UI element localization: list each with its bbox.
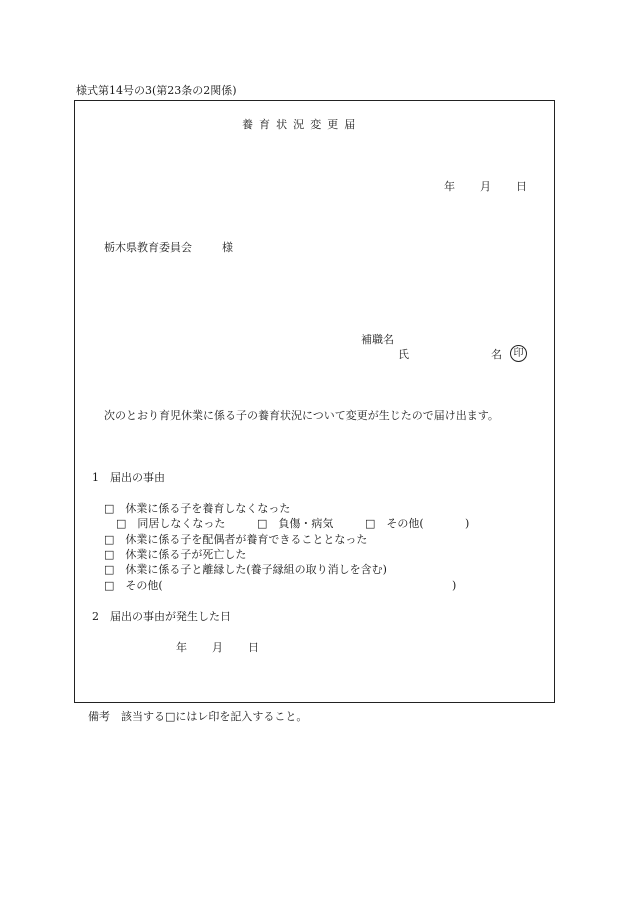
date-month-label: 月 xyxy=(480,180,491,193)
footnote: 備考 該当する□にはレ印を記入すること。 xyxy=(88,710,308,723)
reason-spouse-can-raise[interactable]: □ 休業に係る子を配偶者が養育できることとなった xyxy=(104,533,368,546)
reason-divorced[interactable]: □ 休業に係る子と離縁した(養子縁組の取り消しを含む) xyxy=(104,563,387,576)
reason-injury-illness[interactable]: □ 負傷・病気 xyxy=(257,517,334,530)
intro-text: 次のとおり育児休業に係る子の養育状況について変更が生じたので届け出ます。 xyxy=(104,409,499,422)
reason-other-sub[interactable]: □ その他( xyxy=(365,517,424,530)
section1-heading: 1 届出の事由 xyxy=(92,471,165,484)
occurrence-day-label: 日 xyxy=(248,641,259,654)
addressee-honorific: 様 xyxy=(222,241,233,254)
section2-heading: 2 届出の事由が発生した日 xyxy=(92,610,231,623)
date-year-label: 年 xyxy=(444,180,455,193)
reason-child-died[interactable]: □ 休業に係る子が死亡した xyxy=(104,548,247,561)
date-day-label: 日 xyxy=(516,180,527,193)
form-number: 様式第14号の3(第23条の2関係) xyxy=(76,84,237,97)
reason-other-sub-close: ) xyxy=(465,517,470,530)
reason-not-raising[interactable]: □ 休業に係る子を養育しなくなった xyxy=(104,502,291,515)
form-title: 養育状況変更届 xyxy=(242,118,362,131)
reason-other[interactable]: □ その他( xyxy=(104,579,163,592)
position-label: 補職名 xyxy=(361,333,394,346)
occurrence-year-label: 年 xyxy=(176,641,187,654)
addressee-name: 栃木県教育委員会 xyxy=(104,241,192,254)
name-label-given: 名 xyxy=(491,348,502,361)
name-label-family: 氏 xyxy=(398,348,409,361)
reason-not-living-together[interactable]: □ 同居しなくなった xyxy=(116,517,226,530)
seal-mark-icon: 印 xyxy=(510,345,527,362)
reason-other-close: ) xyxy=(452,579,457,592)
occurrence-month-label: 月 xyxy=(212,641,223,654)
